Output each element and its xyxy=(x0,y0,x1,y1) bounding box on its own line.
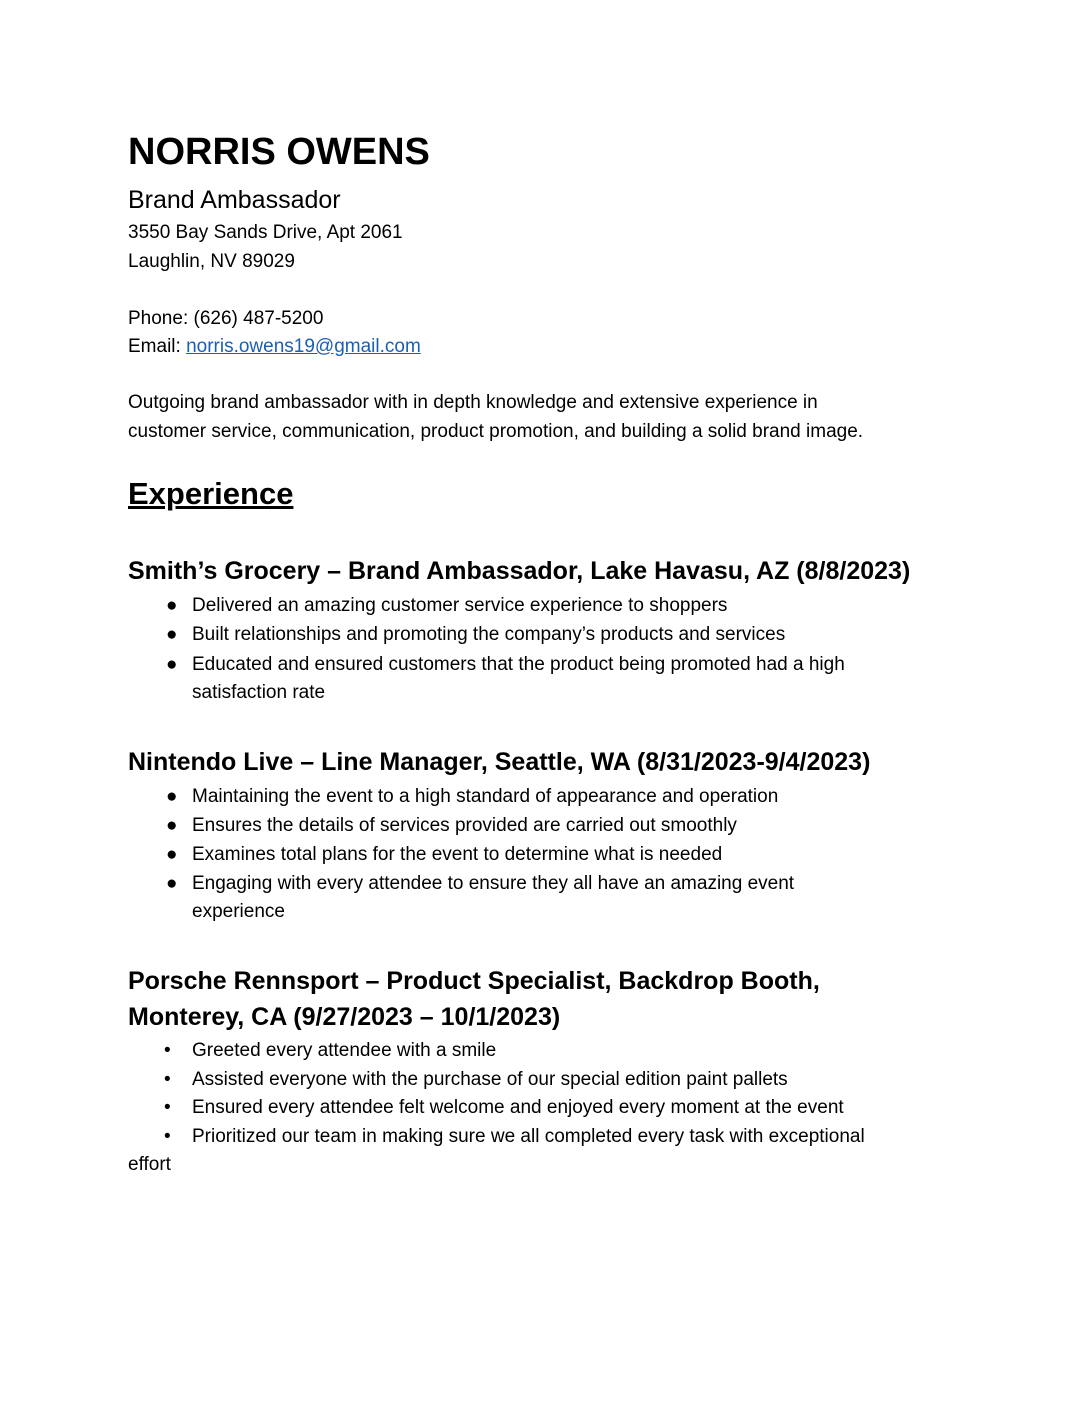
email-line xyxy=(128,333,421,361)
bullet-small-icon: • xyxy=(164,1069,171,1090)
list-item: Ensured every attendee felt welcome and enjoyed every moment at the event xyxy=(192,1097,844,1118)
bullet-dot-icon: ● xyxy=(166,624,178,645)
bullet-dot-icon: ● xyxy=(166,844,178,865)
job-heading-porsche-line-1: Porsche Rennsport – Product Specialist, Backdrop Booth, xyxy=(128,967,820,995)
list-item: Built relationships and promoting the company’s products and services xyxy=(192,624,786,645)
list-item: Maintaining the event to a high standard of appearance and operation xyxy=(192,786,779,807)
job-heading-porsche-line-2: Monterey, CA (9/27/2023 – 10/1/2023) xyxy=(128,1003,561,1031)
list-item-continuation: satisfaction rate xyxy=(192,682,326,703)
list-item: Educated and ensured customers that the product being promoted had a high xyxy=(192,654,845,675)
address-line-2: Laughlin, NV 89029 xyxy=(128,251,295,272)
list-item: Greeted every attendee with a smile xyxy=(192,1040,497,1061)
list-item: Ensures the details of services provided are carried out smoothly xyxy=(192,815,737,836)
bullet-dot-icon: ● xyxy=(166,815,178,836)
email-link[interactable]: norris.owens19@gmail.com xyxy=(186,336,421,357)
bullet-small-icon: • xyxy=(164,1097,171,1118)
list-item: Prioritized our team in making sure we all completed every task with exceptional xyxy=(192,1126,865,1147)
list-item: Engaging with every attendee to ensure they all have an amazing event xyxy=(192,873,795,894)
email-label: Email: xyxy=(128,336,187,357)
bullet-dot-icon: ● xyxy=(166,873,178,894)
bullet-dot-icon: ● xyxy=(166,786,178,807)
bullet-small-icon: • xyxy=(164,1040,171,1061)
list-item: Examines total plans for the event to determine what is needed xyxy=(192,844,723,865)
candidate-title: Brand Ambassador xyxy=(128,186,341,214)
address-line-1: 3550 Bay Sands Drive, Apt 2061 xyxy=(128,222,403,243)
job-heading-nintendo: Nintendo Live – Line Manager, Seattle, WA (8/31/2023-9/4/2023) xyxy=(128,748,871,776)
summary-line-2: customer service, communication, product promotion, and building a solid brand image. xyxy=(128,421,864,442)
candidate-name: NORRIS OWENS xyxy=(128,131,430,173)
summary-line-1: Outgoing brand ambassador with in depth knowledge and extensive experience in xyxy=(128,392,818,413)
job-heading-smiths: Smith’s Grocery – Brand Ambassador, Lake Havasu, AZ (8/8/2023) xyxy=(128,557,911,585)
bullet-dot-icon: ● xyxy=(166,595,178,616)
bullet-dot-icon: ● xyxy=(166,654,178,675)
list-item-continuation: experience xyxy=(192,901,285,922)
experience-heading: Experience xyxy=(128,476,294,511)
bullet-small-icon: • xyxy=(164,1126,171,1147)
list-item-continuation: effort xyxy=(128,1154,171,1175)
phone-line: Phone: (626) 487-5200 xyxy=(128,308,324,329)
list-item: Delivered an amazing customer service experience to shoppers xyxy=(192,595,728,616)
list-item: Assisted everyone with the purchase of our special edition paint pallets xyxy=(192,1069,788,1090)
